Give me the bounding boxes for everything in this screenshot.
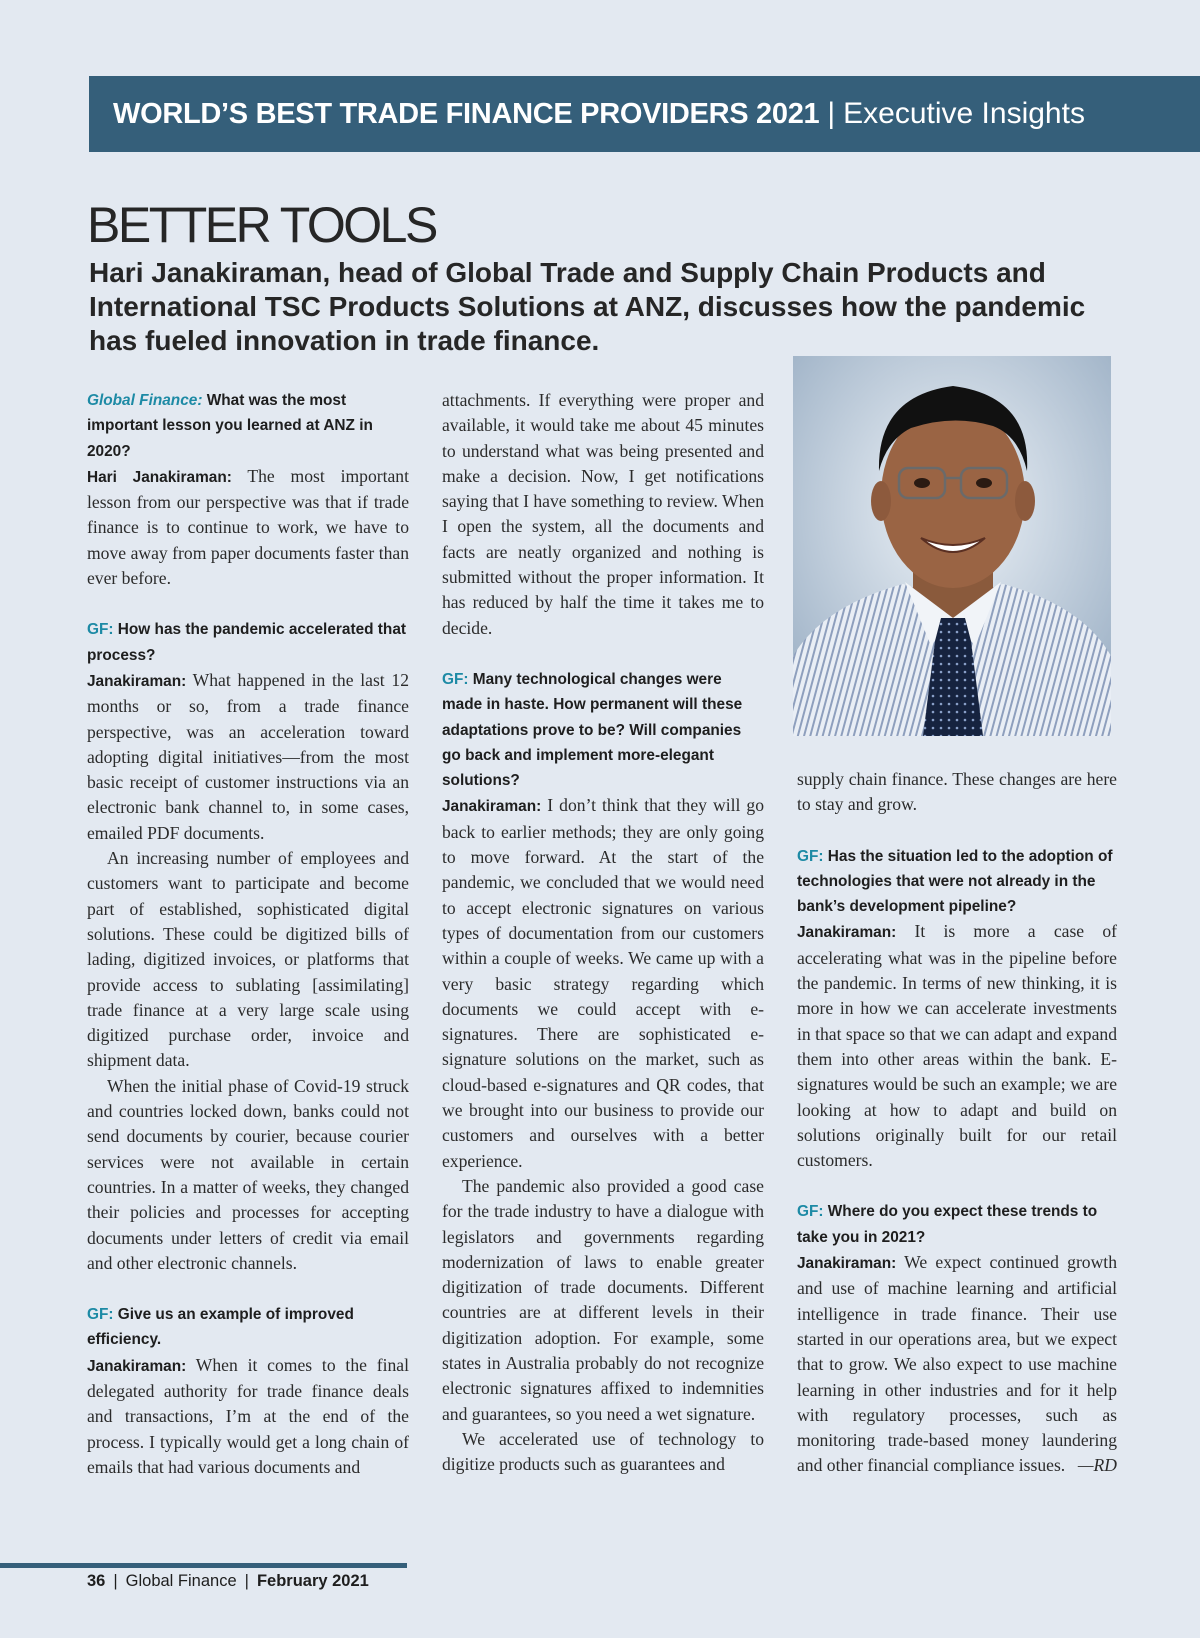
answer-4-text: I don’t think that they will go back to earlier methods; they are only going to move forward. At the start of the pandemic, we concluded that we would need to accept electronic signatures on various types of documentation from our customers within a couple of weeks. We came up with a very basic strategy regarding which documents we could accept with e-signatures. There are sophisticated e-signature solutions on the market, such as cloud-based e-signatures and QR codes, that we brought into our business to provide our customers and ourselves with a better experience. [442, 795, 764, 1171]
question-6-text: Where do you expect these trends to take you in 2021? [797, 1203, 1098, 1246]
answer-4-speaker: Janakiraman: [442, 798, 542, 816]
issue-date: February 2021 [256, 1572, 369, 1590]
page-number: 36 [87, 1572, 106, 1590]
executive-portrait [793, 356, 1111, 736]
answer-2-speaker: Janakiraman: [87, 672, 187, 690]
footer-separator-1: | [113, 1572, 118, 1590]
answer-3-speaker: Janakiraman: [87, 1357, 187, 1375]
question-4 [442, 667, 764, 793]
answer-5-text: It is more a case of accelerating what was in the pipeline before the pandemic. In terms of new thinking, it is more in how we can accelerate investments in that space so that we can adapt and expand them into other areas within the bank. E-signatures would be such an example; we are looking at how to adapt and build on solutions originally built for our retail customers. [797, 921, 1117, 1171]
article-deck: Hari Janakiraman, head of Global Trade and Supply Chain Products and International TSC Products Solutions at ANZ, discusses how the pandemic has fueled innovation in trade finance. [89, 257, 1086, 356]
answer-6-speaker: Janakiraman: [797, 1255, 897, 1273]
section-banner [89, 76, 1200, 152]
answer-2 [87, 668, 409, 846]
question-3-text: Give us an example of improved efficiency. [87, 1306, 354, 1349]
question-6 [797, 1199, 1117, 1250]
answer-5 [797, 919, 1117, 1173]
footer-rule [0, 1563, 407, 1568]
question-6-label: GF: [797, 1203, 824, 1221]
banner-title: WORLD’S BEST TRADE FINANCE PROVIDERS 2021 [113, 97, 820, 130]
answer-4-paragraph-3: We accelerated use of technology to digitize products such as guarantees and [442, 1428, 764, 1475]
banner-subtitle: Executive Insights [843, 97, 1085, 130]
author-signature: —RD [1077, 1455, 1117, 1476]
answer-6 [797, 1250, 1117, 1479]
question-5 [797, 844, 1117, 920]
article-column-3 [797, 767, 1117, 1479]
article-column-1 [87, 388, 409, 1480]
answer-4 [442, 793, 764, 1173]
question-1-text: What was the most important lesson you learned at ANZ in 2020? [87, 392, 373, 460]
page-footer [87, 1572, 369, 1591]
answer-5-speaker: Janakiraman: [797, 924, 897, 942]
answer-1 [87, 464, 409, 591]
answer-1-text: The most important lesson from our perspective was that if trade finance is to continue to work, we have to move away from paper documents faster than ever before. [87, 465, 409, 589]
answer-2-paragraph-3: When the initial phase of Covid-19 struck and countries locked down, banks could not send documents by courier, because courier services were not available in certain countries. In a matter of weeks, they changed their policies and processes for accepting documents under letters of credit via email and other electronic channels. [87, 1075, 409, 1273]
article-column-2 [442, 388, 764, 1477]
question-4-label: GF: [442, 670, 469, 688]
question-5-label: GF: [797, 847, 824, 865]
publication-name: Global Finance [125, 1572, 237, 1590]
answer-6-text: We expect continued growth and use of machine learning and artificial intelligence in trade finance. Their use started in our operations area, but we expect that to grow. We also expect to use machine learning in other industries and for it help with regulatory processes, such as monitoring trade-based money laundering and other financial compliance issues. [797, 1252, 1117, 1476]
answer-2-text: What happened in the last 12 months or so, from a trade finance perspective, was an acceleration toward adopting digital initiatives—from the most basic receipt of customer instructions via an electronic bank channel to, in some cases, emailed PDF documents. [87, 669, 409, 843]
answer-3 [87, 1353, 409, 1480]
answer-3-text: When it comes to the final delegated authority for trade finance deals and transactions, I’m at the end of the process. I typically would get a long chain of emails that had various documents and [87, 1354, 409, 1477]
answer-4-continued: supply chain finance. These changes are here to stay and grow. [797, 769, 1117, 815]
answer-4-paragraph-2: The pandemic also provided a good case for the trade industry to have a dialogue with legislators and governments regarding modernization of laws to enable greater digitization of trade documents. Different countries are at different levels in their digitization adoption. For example, some states in Australia probably do not recognize electronic signatures affixed to indemnities and guarantees, so you need a wet signature. [442, 1175, 764, 1424]
answer-1-speaker: Hari Janakiraman: [87, 468, 232, 486]
answer-2-paragraph-2: An increasing number of employees and customers want to participate and become part of established, sophisticated digital solutions. These could be digitized bills of lading, digitized invoices, or platforms that provide access to sublating [assimilating] trade finance at a very large scale using digitized purchase order, invoice and shipment data. [87, 848, 409, 1071]
question-4-text: Many technological changes were made in haste. How permanent will these adaptations prove to be? Will companies go back and implement more-elegant solutions? [442, 670, 743, 790]
question-1 [87, 388, 409, 464]
question-2-label: GF: [87, 621, 114, 639]
question-2-text: How has the pandemic accelerated that process? [87, 621, 407, 664]
question-2 [87, 617, 409, 668]
answer-3-continued: attachments. If everything were proper and available, it would take me about 45 minutes to understand what was being presented and make a decision. Now, I get notifications saying that I have something to review. When I open the system, all the documents and facts are neatly organized and nothing is submitted without the proper information. It has reduced by half the time it takes me to decide. [442, 390, 764, 638]
article-title: BETTER TOOLS [87, 197, 436, 253]
question-3 [87, 1302, 409, 1353]
question-5-text: Has the situation led to the adoption of technologies that were not already in the bank’s development pipeline? [797, 847, 1113, 916]
footer-separator-2: | [244, 1572, 249, 1590]
banner-separator: | [827, 97, 836, 130]
question-1-label: Global Finance: [87, 392, 203, 409]
portrait-illustration [793, 356, 1111, 736]
question-3-label: GF: [87, 1306, 114, 1324]
